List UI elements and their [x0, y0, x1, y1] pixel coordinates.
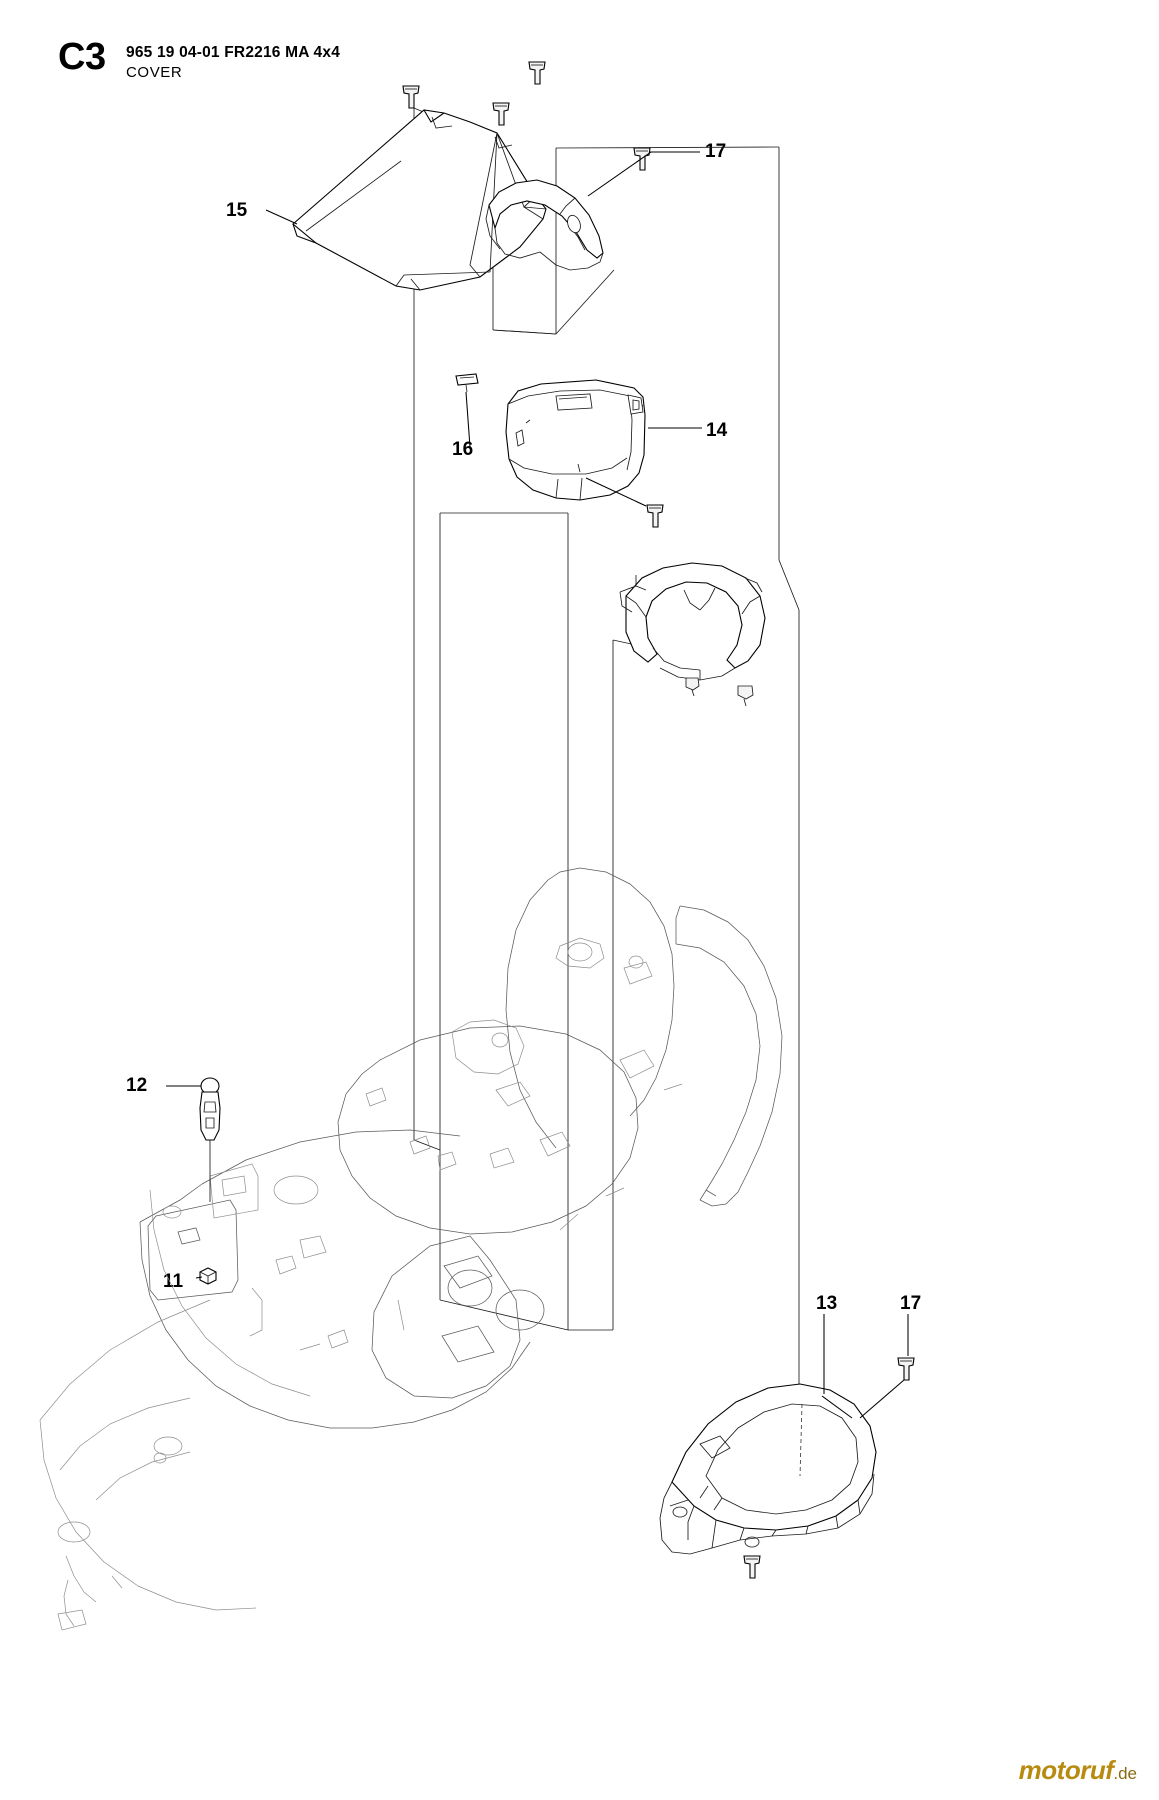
screw-top-2 [529, 62, 545, 84]
callout-13: 13 [816, 1293, 838, 1314]
watermark [1019, 1755, 1137, 1786]
screw-top-3 [493, 103, 509, 125]
callout-14: 14 [706, 420, 728, 441]
callout-leader-lines [166, 152, 908, 1418]
callout-11: 11 [163, 1271, 184, 1292]
callout-15: 15 [226, 200, 248, 221]
screw-top-1 [403, 86, 419, 108]
part-11-nut [200, 1268, 216, 1284]
watermark-name: motoruf [1018, 1755, 1114, 1785]
part-16-tab-clip [456, 374, 478, 392]
screw-under-panel [647, 505, 663, 527]
part-13-side-cover [660, 1384, 876, 1554]
part-number-header: 965 19 04-01 FR2216 MA 4x4 [126, 44, 341, 61]
watermark-tld: .de [1113, 1764, 1137, 1783]
part-14-control-panel-cover [506, 380, 645, 500]
page-title: COVER [126, 64, 183, 81]
screw-17-bottom [898, 1358, 914, 1380]
assembly-projection-lines [414, 108, 799, 1405]
callout-17-bottom: 17 [900, 1293, 922, 1314]
callout-17-top: 17 [705, 141, 727, 162]
part-steering-cover [620, 563, 765, 706]
screw-17-top [634, 148, 650, 170]
callout-16: 16 [452, 439, 474, 460]
callout-12: 12 [126, 1075, 148, 1096]
section-code: C3 [58, 36, 106, 78]
screw-bottom-extra [744, 1556, 760, 1578]
chassis-frame-assembly [40, 868, 782, 1630]
